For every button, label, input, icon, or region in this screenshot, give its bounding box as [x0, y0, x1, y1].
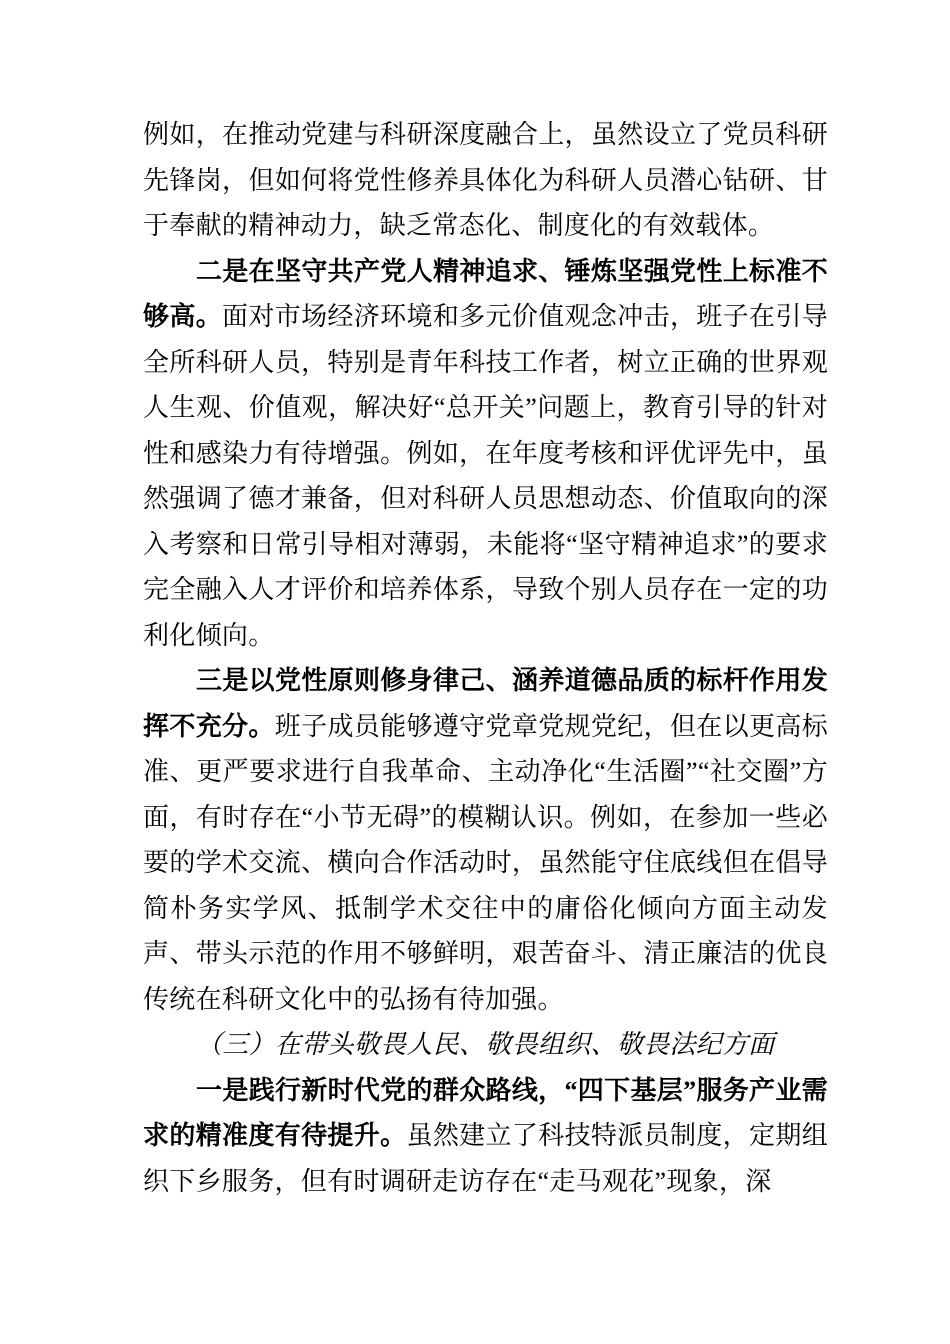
- body-paragraph-point-three: [143, 658, 828, 1022]
- body-paragraph-point-two: [143, 249, 828, 659]
- body-paragraph-continued: [143, 112, 828, 249]
- body-paragraph-point-one: [143, 1068, 828, 1205]
- text-run: 虽然建立了科技特派员制度，定期组织下乡服务，但有时调研走访存在“走马观花”现象，深: [143, 1121, 828, 1196]
- section-heading-three: [143, 1022, 828, 1068]
- emphasis-run: 二是在坚守共产党人精神追求、锤炼坚强党性上标准不够高。: [143, 256, 828, 331]
- emphasis-run: 一是践行新时代党的群众路线，“四下基层”服务产业需求的精准度有待提升。: [143, 1075, 828, 1150]
- heading-run: （三）在带头敬畏人民、敬畏组织、敬畏法纪方面: [196, 1030, 775, 1059]
- text-run: 班子成员能够遵守党章党规党纪，但在以更高标准、更严要求进行自我革命、主动净化“生活圈”“社交圈”方面，有时存在“小节无碍”的模糊认识。例如，在参加一些必要的学术交流、横向合作活动时，虽然能守住底线但在倡导简朴务实学风、抵制学术交往中的庸俗化倾向方面主动发声、带头示范的作用不够鲜明，艰苦奋斗、清正廉洁的优良传统在科研文化中的弘扬有待加强。: [143, 711, 828, 1014]
- emphasis-run: 三是以党性原则修身律己、涵养道德品质的标杆作用发挥不充分。: [143, 666, 828, 741]
- text-run: 面对市场经济环境和多元价值观念冲击，班子在引导全所科研人员，特别是青年科技工作者，树立正确的世界观人生观、价值观，解决好“总开关”问题上，教育引导的针对性和感染力有待增强。例如，在年度考核和评优评先中，虽然强调了德才兼备，但对科研人员思想动态、价值取向的深入考察和日常引导相对薄弱，未能将“坚守精神追求”的要求完全融入人才评价和培养体系，导致个别人员存在一定的功利化倾向。: [143, 302, 828, 650]
- text-run: 例如，在推动党建与科研深度融合上，虽然设立了党员科研先锋岗，但如何将党性修养具体化为科研人员潜心钻研、甘于奉献的精神动力，缺乏常态化、制度化的有效载体。: [143, 120, 828, 240]
- document-body: [143, 112, 828, 1204]
